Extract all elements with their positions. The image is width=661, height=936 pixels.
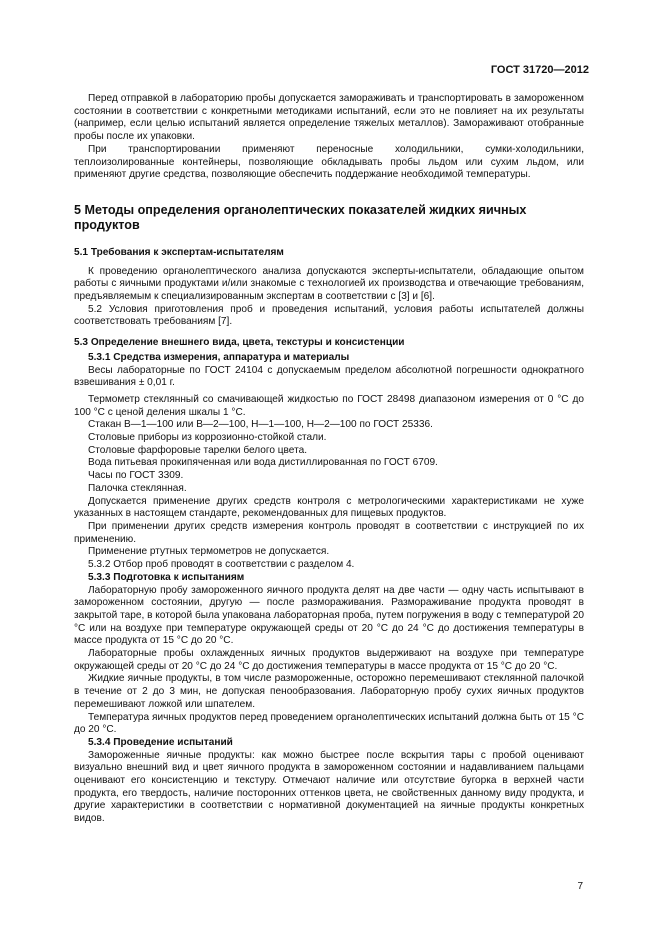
equipment-line: Термометр стеклянный со смачивающей жидкостью по ГОСТ 28498 диапазоном измерения от 0 °С до 100 °С с ценой деления шкалы 1 °С. (74, 393, 584, 418)
paragraph-transport: При транспортировании применяют переносные холодильники, сумки-холодильники, теплоизолированные контейнеры, позволяющие обкладывать пробы льдом или сухим льдом, или применяют другие средства, позволяющие обеспечить поддержание необходимой температуры. (74, 143, 584, 181)
equipment-line: Стакан В—1—100 или В—2—100, Н—1—100, Н—2—100 по ГОСТ 25336. (88, 419, 433, 431)
section-5-3-1-title: 5.3.1 Средства измерения, аппаратура и материалы (88, 351, 350, 363)
document-body (74, 93, 584, 826)
paragraph-freezing: Перед отправкой в лабораторию пробы допускается замораживать и транспортировать в замороженном состоянии в соответствии с конкретными методиками испытаний, если это не повлияет на их результаты (например, если целью испытаний является определение тяжелых металлов). Замораживают отобранные пробы после их упаковки. (74, 93, 584, 143)
equipment-line: Часы по ГОСТ 3309. (88, 470, 184, 482)
section-5-3-3-title: 5.3.3 Подготовка к испытаниям (88, 571, 245, 583)
preparation-paragraph: Температура яичных продуктов перед проведением органолептических испытаний должна быть от 15 °С до 20 °С. (74, 711, 584, 736)
equipment-line: Допускается применение других средств контроля с метрологическими характеристиками не хуже указанных в настоящем стандарте, рекомендованных для пищевых продуктов. (74, 495, 584, 520)
section-5-1-text: К проведению органолептического анализа допускаются эксперты-испытатели, обладающие опытом работы с яичными продуктами и/или знакомые с технологией их производства и отвечающие требованиям, предъявляемым к специализированным экспертам в соответствии с [3] и [6]. (74, 265, 584, 303)
preparation-paragraph: Лабораторные пробы охлажденных яичных продуктов выдерживают на воздухе при температуре окружающей среды от 20 °С до 24 °С до достижения температуры в массе продукта от 15 °С до 20 °С. (74, 648, 584, 672)
section-5-3-2-text: 5.3.2 Отбор проб проводят в соответствии с разделом 4. (88, 559, 355, 571)
section-5-3-title: 5.3 Определение внешнего вида, цвета, текстуры и консистенции (74, 337, 405, 349)
equipment-line: Применение ртутных термометров не допускается. (88, 546, 330, 558)
section-5-1-title: 5.1 Требования к экспертам-испытателям (74, 246, 284, 258)
equipment-line: Весы лабораторные по ГОСТ 24104 с допускаемым пределом абсолютной погрешности однократного взвешивания ± 0,01 г. (74, 364, 584, 389)
preparation-paragraph: Жидкие яичные продукты, в том числе размороженные, осторожно перемешивают стеклянной палочкой в течение от 2 до 3 мин, не допуская пенообразования. Лабораторную пробу сухих яичных продуктов перемешивают ложкой или шпателем. (74, 673, 584, 710)
section-5-title: 5 Методы определения органолептических показателей жидких яичных продуктов (74, 202, 527, 232)
section-5-3-4-title: 5.3.4 Проведение испытаний (88, 736, 233, 748)
standard-code: ГОСТ 31720—2012 (490, 64, 589, 76)
section-5-2-text: 5.2 Условия приготовления проб и проведения испытаний, условия работы испытателей должны соответствовать требованиям [7]. (74, 303, 584, 328)
equipment-line: Столовые приборы из коррозионно-стойкой стали. (88, 432, 327, 444)
equipment-line: Палочка стеклянная. (88, 482, 187, 494)
testing-paragraph: Замороженные яичные продукты: как можно быстрее после вскрытия тары с пробой оценивают визуально внешний вид и цвет яичного продукта в замороженном состоянии и надавливанием пальцами оценивают его консистенцию и текстуру. Отмечают наличие или отсутствие бугорка в верхней части продукта, его твердость, наличие посторонних оттенков цвета, не свойственных данному виду продукта, и другие характеристики в соответствии с нормативной документацией на яичные продукты конкретных видов. (74, 749, 584, 825)
equipment-line: Вода питьевая прокипяченная или вода дистиллированная по ГОСТ 6709. (88, 457, 438, 469)
equipment-line: Столовые фарфоровые тарелки белого цвета. (88, 444, 307, 456)
preparation-paragraph: Лабораторную пробу замороженного яичного продукта делят на две части — одну часть испытывают в замороженном состоянии, другую — после размораживания. Размораживание продукта проводят в закрытой таре, в которой была упакована лабораторная проба, путем погружения в воду с температурой 20 °С или на воздухе при температуре окружающей среды от 20 °С до 24 °С до достижения температуры в массе продукта от 15 °С до 20 °С. (74, 584, 584, 647)
page-number: 7 (577, 881, 583, 892)
equipment-line: При применении других средств измерения контроль проводят в соответствии с инструкцией по их применению. (74, 520, 584, 545)
